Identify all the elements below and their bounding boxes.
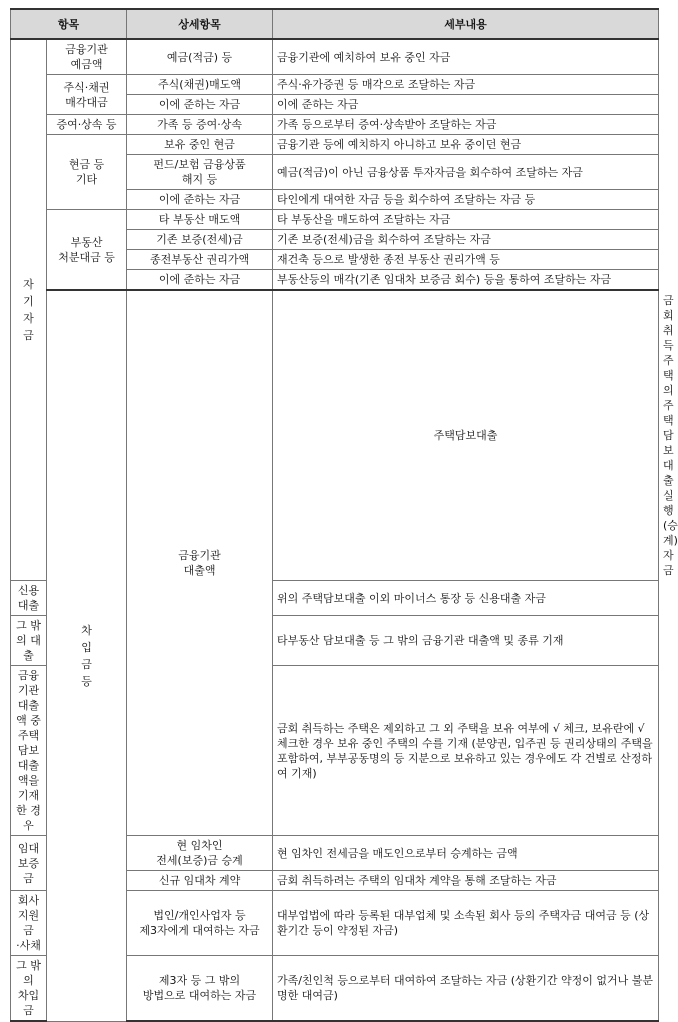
detail-cell: 이에 준하는 자금 — [127, 270, 273, 291]
item-cell: 현금 등 기타 — [47, 135, 127, 210]
item-cell: 임대보증금 — [11, 836, 47, 891]
section-label-borrowings: 차 입 금 등 — [47, 290, 127, 1021]
header-detail-item: 상세항목 — [127, 9, 273, 39]
detail-cell: 타 부동산 매도액 — [127, 210, 273, 230]
content-cell: 예금(적금)이 아닌 금융상품 투자자금을 회수하여 조달하는 자금 — [273, 155, 659, 190]
table-row: 차 입 금 등 금융기관 대출액 주택담보대출 금회 취득 주택의 주택담보대출 실행(승계) 자금 — [11, 290, 659, 581]
content-cell: 재건축 등으로 발생한 종전 부동산 권리가액 등 — [273, 250, 659, 270]
content-cell: 금회 취득하는 주택은 제외하고 그 외 주택을 보유 여부에 √ 체크, 보유란에 √ 체크한 경우 보유 중인 주택의 수를 기재 (분양권, 입주권 등 권리상태의 주택을 포함하여, 부부공동명의 등 지분으로 보유하고 있는 경우에도 각 건별로 산정하여 기재) — [273, 666, 659, 836]
header-row — [11, 9, 659, 39]
table-row — [11, 39, 659, 75]
fund-source-table — [10, 8, 678, 1022]
content-cell: 타부동산 담보대출 등 그 밖의 금융기관 대출액 및 종류 기재 — [273, 616, 659, 666]
detail-cell: 신용대출 — [11, 581, 47, 616]
detail-cell: 가족 등 증여·상속 — [127, 115, 273, 135]
content-cell: 대부업법에 따라 등록된 대부업체 및 소속된 회사 등의 주택자금 대여금 등 (상환기간 등이 약정된 자금) — [273, 891, 659, 956]
table-row — [11, 115, 659, 135]
detail-cell: 금융기관 대출액 중 주택담보대출액을 기재한 경우 — [11, 666, 47, 836]
content-cell: 금융기관 등에 예치하지 아니하고 보유 중이던 현금 — [273, 135, 659, 155]
content-cell: 현 임차인 전세금을 매도인으로부터 승계하는 금액 — [273, 836, 659, 871]
detail-cell: 현 임차인 전세(보증)금 승계 — [127, 836, 273, 871]
item-cell: 주식·채권 매각대금 — [47, 75, 127, 115]
detail-cell: 종전부동산 권리가액 — [127, 250, 273, 270]
content-cell: 타 부동산을 매도하여 조달하는 자금 — [273, 210, 659, 230]
item-cell: 금융기관 예금액 — [47, 39, 127, 75]
table-row — [11, 210, 659, 230]
detail-cell: 펀드/보험 금융상품 해지 등 — [127, 155, 273, 190]
header-detail-content: 세부내용 — [273, 9, 659, 39]
content-cell: 가족/친인척 등으로부터 대여하여 조달하는 자금 (상환기간 약정이 없거나 불분명한 대여금) — [273, 956, 659, 1022]
detail-cell: 기존 보증(전세)금 — [127, 230, 273, 250]
content-cell: 금융기관에 예치하여 보유 중인 자금 — [273, 39, 659, 75]
detail-cell: 법인/개인사업자 등 제3자에게 대여하는 자금 — [127, 891, 273, 956]
item-cell: 증여·상속 등 — [47, 115, 127, 135]
content-cell: 이에 준하는 자금 — [273, 95, 659, 115]
content-cell: 가족 등으로부터 증여·상속받아 조달하는 자금 — [273, 115, 659, 135]
header-item: 항목 — [11, 9, 127, 39]
detail-cell: 주식(채권)매도액 — [127, 75, 273, 95]
table-row — [11, 135, 659, 155]
item-cell: 금융기관 대출액 — [127, 290, 273, 836]
content-cell: 위의 주택담보대출 이외 마이너스 통장 등 신용대출 자금 — [273, 581, 659, 616]
detail-cell: 이에 준하는 자금 — [127, 95, 273, 115]
content-cell: 주식·유가증권 등 매각으로 조달하는 자금 — [273, 75, 659, 95]
table-row — [11, 75, 659, 95]
detail-cell: 주택담보대출 — [273, 290, 659, 581]
item-cell: 그 밖의 차입금 — [11, 956, 47, 1022]
detail-cell: 예금(적금) 등 — [127, 39, 273, 75]
detail-cell: 보유 중인 현금 — [127, 135, 273, 155]
content-cell: 부동산등의 매각(기존 임대차 보증금 회수) 등을 통하여 조달하는 자금 — [273, 270, 659, 291]
content-cell: 금회 취득하려는 주택의 임대차 계약을 통해 조달하는 자금 — [273, 871, 659, 891]
detail-cell: 그 밖의 대출 — [11, 616, 47, 666]
content-cell: 기존 보증(전세)금을 회수하여 조달하는 자금 — [273, 230, 659, 250]
detail-cell: 신규 임대차 계약 — [127, 871, 273, 891]
detail-cell: 이에 준하는 자금 — [127, 190, 273, 210]
detail-cell: 제3자 등 그 밖의 방법으로 대여하는 자금 — [127, 956, 273, 1022]
item-cell: 부동산 처분대금 등 — [47, 210, 127, 291]
content-cell: 타인에게 대여한 자금 등을 회수하여 조달하는 자금 등 — [273, 190, 659, 210]
section-label-own-funds: 자 기 자 금 — [11, 39, 47, 581]
item-cell: 회사지원금 ·사채 — [11, 891, 47, 956]
